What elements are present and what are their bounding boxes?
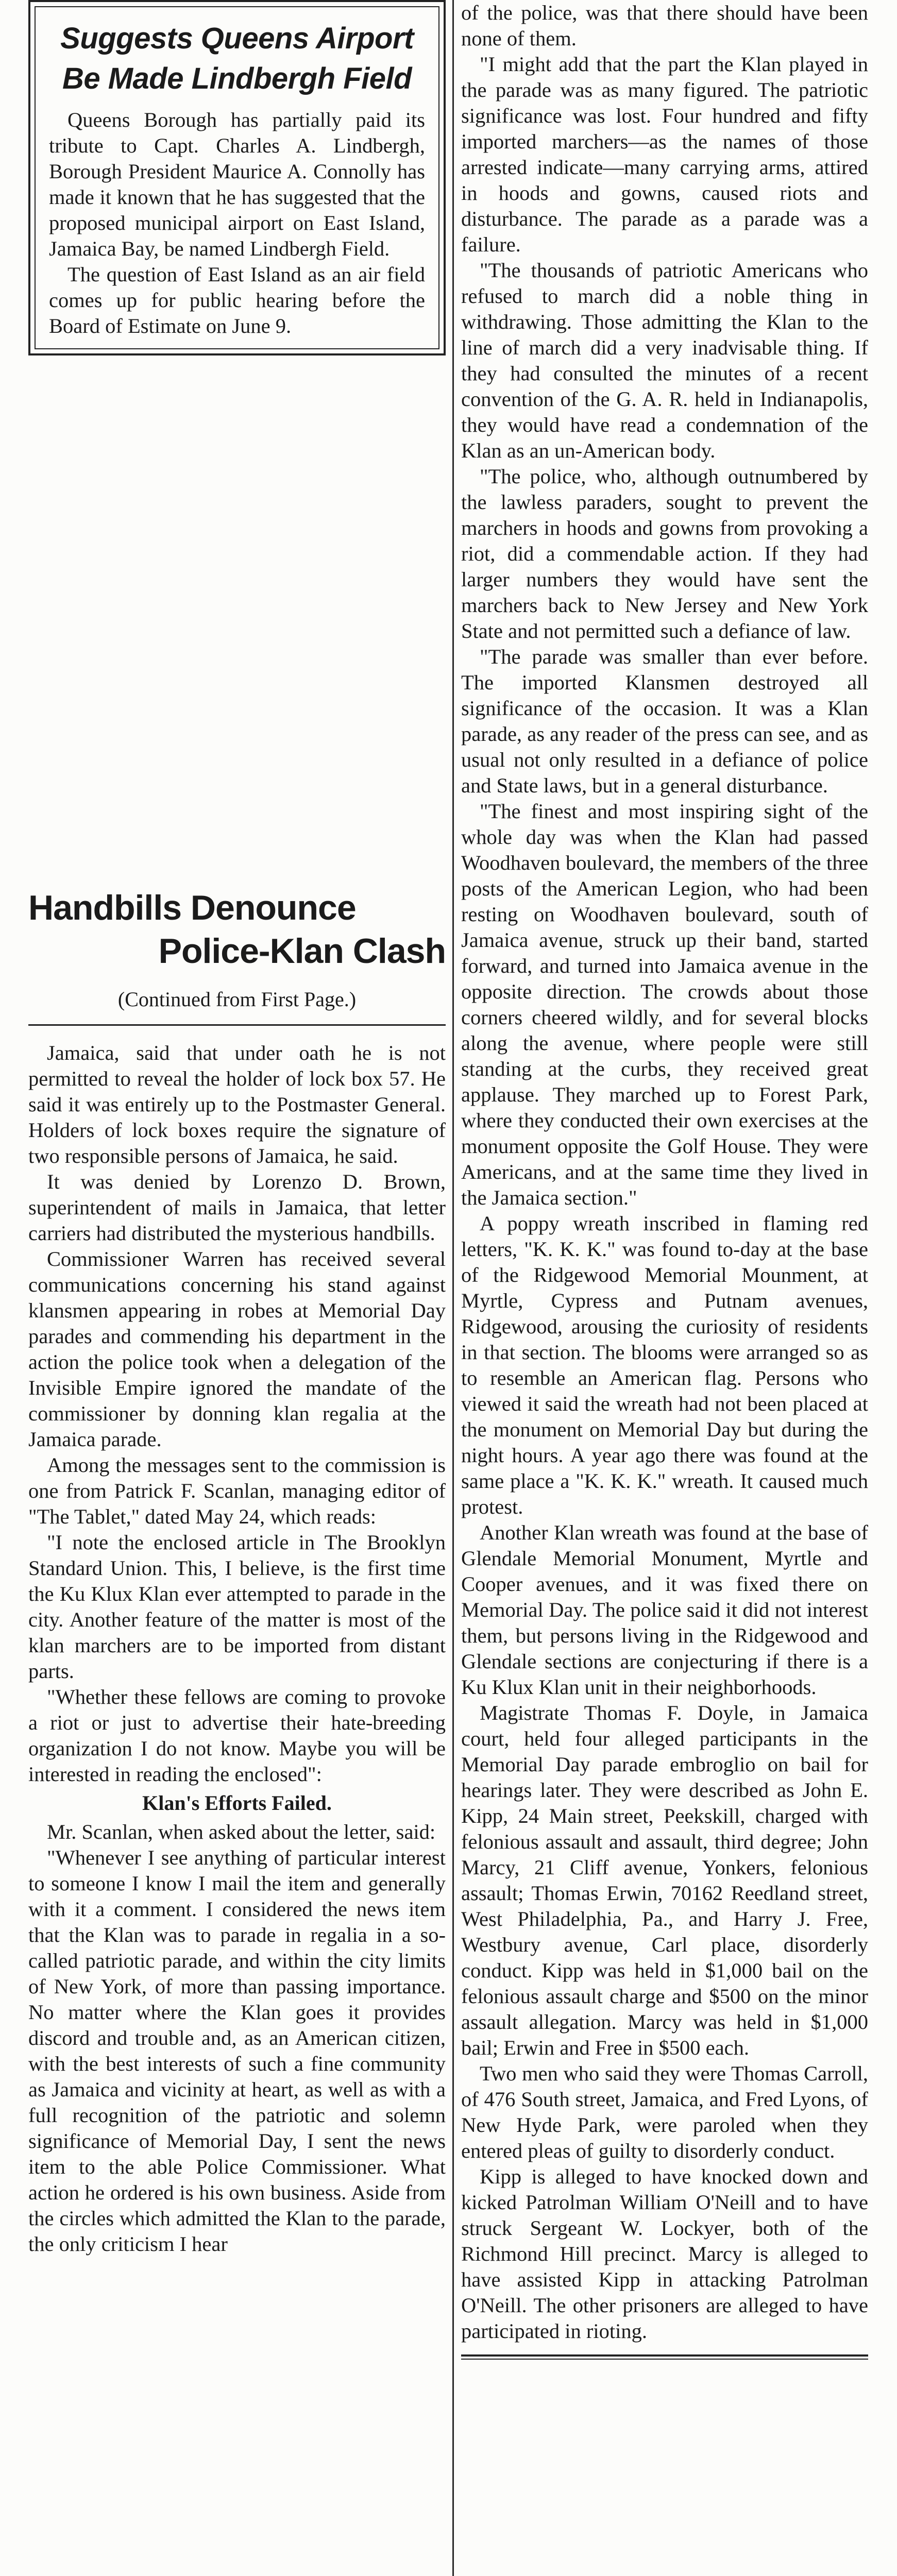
right-paragraph: Two men who said they were Thomas Carroll, of 476 South street, Jamaica, and Fred Lyons, of New Hyde Park, were paroled when they entered pleas of guilty to disorderly conduct. [461, 2062, 868, 2162]
right-paragraph: "The finest and most inspiring sight of the whole day was when the Klan had passed Woodhaven boulevard, the members of the three posts of the American Legion, who had been resting on Woodhaven boulevard, south of Jamaica avenue, struck up their band, started forward, and turned into Jamaica avenue in the opposite direction. The crowds about those corners cheered wildly, and for several blocks along the avenue, where people were still standing at the curbs, they received great applause. They marched up to Forest Park, where they conducted their own exercises at the monument opposite the Golf House. They were Americans, and at the same time they lived in the Jamaica section." [461, 800, 868, 1209]
right-paragraph: Magistrate Thomas F. Doyle, in Jamaica court, held four alleged participants in the Memorial Day parade embroglio on bail for hearings later. They were described as John E. Kipp, 24 Main street, Peekskill, charged with felonious assault and assault, third degree; John Marcy, 21 Cliff avenue, Yonkers, felonious assault; Thomas Erwin, 70162 Reedland street, West Philadelphia, Pa., and Harry J. Free, Westbury avenue, Carl place, disorderly conduct. Kipp was held in $1,000 bail on the felonious assault charge and $500 on the minor assault allegation. Marcy was held in $1,000 bail; Erwin and Free in $500 each. [461, 1701, 868, 2059]
handbills-paragraph: "Whether these fellows are coming to provoke a riot or just to advertise their hate-breeding organization I do not know. Maybe you will be interested in reading the enclosed": [28, 1685, 446, 1786]
handbills-headline-line-2: Police-Klan Clash [158, 931, 446, 971]
handbills-paragraph: "Whenever I see anything of particular interest to someone I know I mail the item and generally with it a comment. I considered the news item that the Klan was to parade in regalia in a so-called patriotic parade, and within the city limits of New York, of more than passing importance. No matter where the Klan goes it provides discord and trouble and, as an American citizen, with the best interests of such a fine community as Jamaica and vicinity at heart, as well as with a full recognition of the patriotic and solemn significance of Memorial Day, I sent the news item to the able Police Commissioner. What action he ordered is his own business. Aside from the circles which admitted the Klan to the parade, the only criticism I hear [28, 1846, 446, 2256]
handbills-headline-line-1: Handbills Denounce [28, 888, 356, 927]
lindbergh-headline-line-2: Be Made Lindbergh Field [62, 62, 412, 95]
right-paragraph: "The parade was smaller than ever before. The imported Klansmen destroyed all significance of the occasion. It was a Klan parade, as any reader of the press can see, and as usual not only resulted in a defiance of police and State laws, but in a general disturbance. [461, 645, 868, 797]
handbills-paragraph: Jamaica, said that under oath he is not permitted to reveal the holder of lock box 57. He said it was entirely up to the Postmaster General. Holders of lock boxes require the signature of two responsible persons of Jamaica, he said. [28, 1041, 446, 1167]
continued-note: (Continued from First Page.) [117, 988, 357, 1011]
right-column [461, 0, 868, 2360]
handbills-paragraph: Commissioner Warren has received several communications concerning his stand against klansmen appearing in robes at Memorial Day parades and commending his department in the action the police took when a delegation of the Invisible Empire ignored the mandate of the commissioner by donning klan regalia at the Jamaica parade. [28, 1247, 446, 1451]
right-paragraph: Another Klan wreath was found at the base of Glendale Memorial Monument, Myrtle and Cooper avenues, and it was fixed there on Memorial Day. The police said it did not interest them, but persons living in the Ridgewood and Glendale sections are conjecturing if there is a Ku Klux Klan unit in their neighborhoods. [461, 1521, 868, 1699]
lindbergh-paragraph: Queens Borough has partially paid its tribute to Capt. Charles A. Lindbergh, Borough President Maurice A. Connolly has made it known that he has suggested that the proposed municipal airport on East Island, Jamaica Bay, be named Lindbergh Field. [49, 108, 425, 260]
handbills-subhead: Klan's Efforts Failed. [142, 1791, 332, 1815]
handbills-paragraph: Mr. Scanlan, when asked about the letter, said: [47, 1820, 436, 1843]
lindbergh-box-inner [35, 6, 439, 349]
headline-rule [28, 1024, 446, 1026]
handbills-paragraph: It was denied by Lorenzo D. Brown, superintendent of mails in Jamaica, that letter carriers had distributed the mysterious handbills. [28, 1170, 446, 1245]
story-end-rule-thin [461, 2359, 868, 2360]
left-column [28, 0, 446, 2257]
right-paragraph: "I might add that the part the Klan played in the parade was as many figured. The patriotic significance was lost. Four hundred and fifty imported marchers—as the names of those arrested indicate—many carrying arms, attired in hoods and gowns, caused riots and disturbance. The parade as a parade was a failure. [461, 53, 868, 256]
lindbergh-headline [49, 19, 425, 99]
column-rule [452, 0, 454, 2576]
story-end-rule [461, 2354, 868, 2357]
lindbergh-boxed-story [28, 0, 446, 355]
right-paragraph: "The police, who, although outnumbered by the lawless paraders, sought to prevent the marchers in hoods and gowns from provoking a riot, did a commendable action. If they had larger numbers they would have sent the marchers back to New Jersey and New York State and not permitted such a defiance of law. [461, 465, 868, 642]
handbills-story [28, 886, 446, 2257]
lindbergh-paragraph: The question of East Island as an air field comes up for public hearing before the Board of Estimate on June 9. [49, 263, 425, 337]
handbills-paragraph: "I note the enclosed article in The Brooklyn Standard Union. This, I believe, is the first time the Ku Klux Klan ever attempted to parade in the city. Another feature of the matter is most of the klan marchers are to be imported from distant parts. [28, 1531, 446, 1683]
blank-column-space [28, 355, 446, 886]
handbills-paragraph: Among the messages sent to the commission is one from Patrick F. Scanlan, managing editor of "The Tablet," dated May 24, which reads: [28, 1453, 446, 1528]
lindbergh-headline-line-1: Suggests Queens Airport [60, 22, 414, 55]
right-paragraph: "The thousands of patriotic Americans who refused to march did a noble thing in withdrawing. Those admitting the Klan to the line of march did a very inadvisable thing. If they had consulted the minutes of a recent convention of the G. A. R. held in Indianapolis, they would have read a condemnation of the Klan as an un-American body. [461, 259, 868, 462]
right-paragraph: of the police, was that there should have been none of them. [461, 1, 868, 50]
right-paragraph: Kipp is alleged to have knocked down and kicked Patrolman William O'Neill and to have struck Sergeant W. Lockyer, both of the Richmond Hill precinct. Marcy is alleged to have assisted Kipp in attacking Patrolman O'Neill. The other prisoners are alleged to have participated in rioting. [461, 2165, 868, 2343]
right-paragraph: A poppy wreath inscribed in flaming red letters, "K. K. K." was found to-day at the base of the Ridgewood Memorial Mounment, at Myrtle, Cypress and Putnam avenues, Ridgewood, arousing the curiosity of residents in that section. The blooms were arranged so as to resemble an American flag. Persons who viewed it said the wreath had not been placed at the monument on Memorial Day but during the night hours. A year ago there was found at the same place a "K. K. K." wreath. It caused much protest. [461, 1212, 868, 1518]
